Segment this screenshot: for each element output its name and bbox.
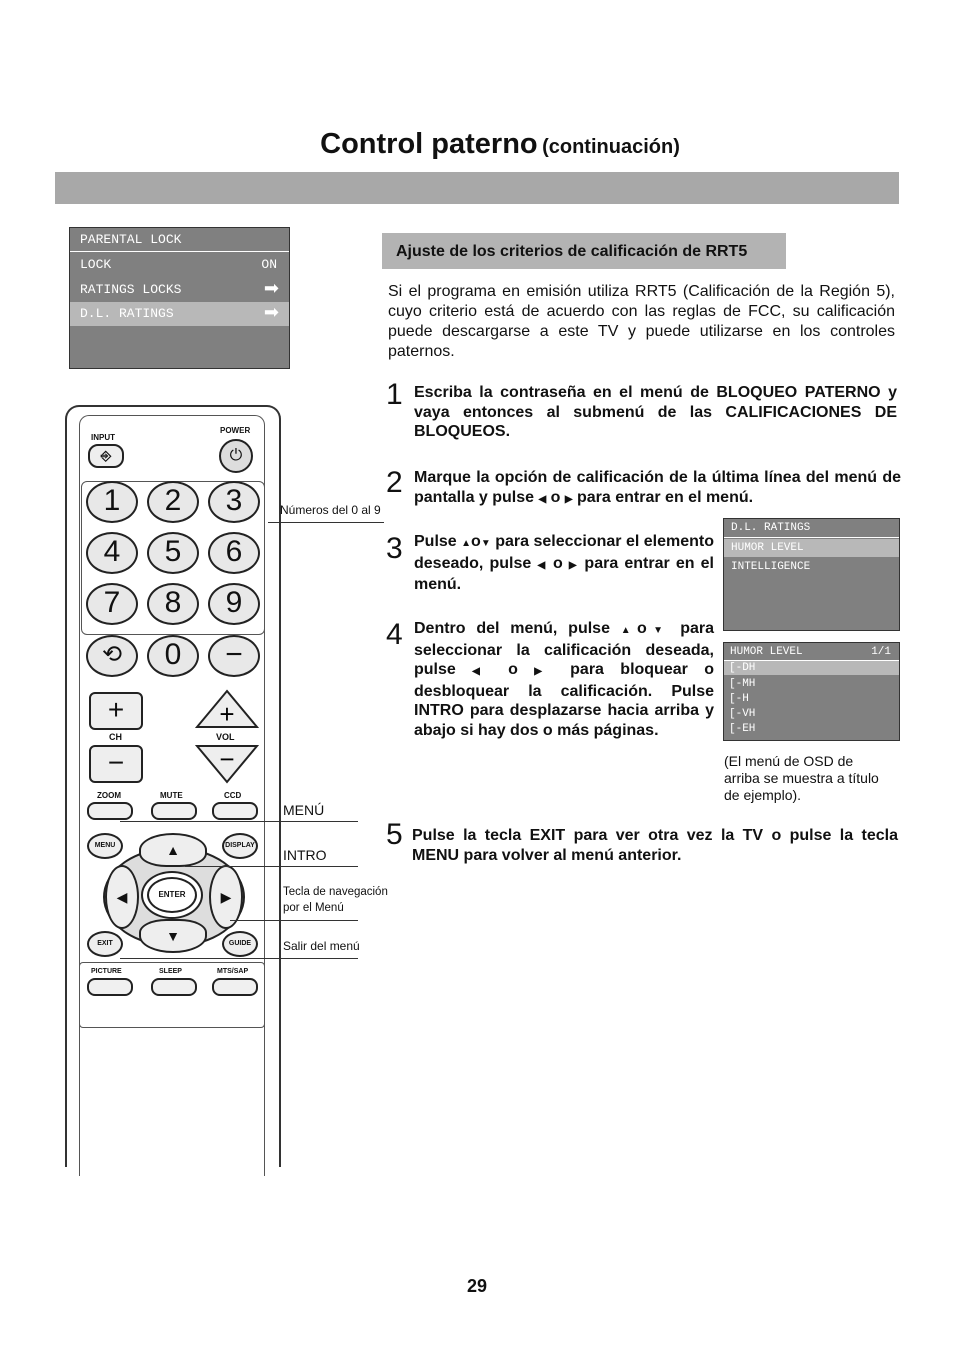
triangle-left-icon: ◀ [116,889,128,905]
callout-line [120,821,358,822]
digit-6-button[interactable]: 6 [208,532,260,574]
callout-menu: MENÚ [283,802,325,818]
title-main: Control paterno [320,128,538,160]
osd-dl-ratings [723,518,900,631]
arrow-right-icon: ➡ [263,304,279,324]
minus-icon: − [107,747,125,778]
triangle-up-icon: ▲ [166,842,180,858]
plus-icon: + [219,699,235,729]
intro-paragraph: Si el programa en emisión utiliza RRT5 (Calificación de la Región 5), cuyo criterio está de acuerdo con las reglas de FCC, su calificación puede descargarse a este TV y puede utilizarse en los controles paternos. [388,283,895,360]
sleep-button[interactable] [151,978,197,996]
exit-button[interactable]: EXIT [87,931,123,957]
callout-nav: Tecla de navegación por el Menú [283,886,388,914]
osd-humor-level: HUMOR LEVEL 1/1 [-DH [-MH [-H [-VH [-EH [723,642,900,741]
callout-numbers: Números del 0 al 9 [280,503,381,517]
digit-2-button[interactable]: 2 [147,481,199,523]
ccd-label: CCD [224,791,242,800]
menu-button[interactable]: MENU [87,833,123,859]
mts-label: MTS/SAP [217,968,249,975]
osd-row: DH [742,662,756,674]
recall-icon: ⟲ [101,641,123,668]
digit-3-button[interactable]: 3 [208,481,260,523]
ch-up-button[interactable] [89,692,143,730]
triangle-down-icon: ▼ [166,928,180,944]
section-heading: Ajuste de los criterios de calificación de RRT5 [382,233,786,269]
step-number: 3 [386,532,403,565]
mute-button[interactable] [151,802,197,820]
arrow-right-icon: ➡ [263,280,279,300]
dash-icon: − [225,638,243,671]
vol-label: VOL [216,732,235,742]
step-text: Pulse ▲o▼ para seleccionar el elemento deseado, pulse ◀ o ▶ para entrar en el menú. [414,533,714,593]
triangle-right-icon: ▶ [564,493,573,505]
step-text: Pulse la tecla EXIT para ver otra vez la TV o pulse la tecla MENU para volver al menú anterior. [412,827,898,864]
plus-icon: + [107,694,125,725]
vol-down-button[interactable] [195,744,259,784]
triangle-right-icon: ▶ [568,559,579,571]
triangle-left-icon: ◀ [472,666,492,677]
vol-up-button[interactable] [195,689,259,729]
mute-label: MUTE [160,791,183,800]
triangle-left-icon: ◀ [537,559,547,571]
enter-label: ENTER [158,890,186,899]
enter-button[interactable] [147,877,197,913]
nav-down-button[interactable] [139,919,207,953]
triangle-left-icon: ◀ [538,493,547,505]
step-text: Escriba la contraseña en el menú de BLOQUEO PATERNO y vaya entonces al submenú de las CALIFICACIONES DE BLOQUEOS. [414,384,897,440]
callout-exit: Salir del menú [283,939,360,953]
guide-button[interactable]: GUIDE [222,931,258,957]
digit-4-button[interactable]: 4 [86,532,138,574]
osd-row: EH [742,723,756,735]
digit-9-button[interactable]: 9 [208,583,260,625]
osd-parental-lock [69,227,290,369]
triangle-up-icon: ▲ [620,625,638,636]
step-number: 2 [386,466,403,499]
triangle-right-icon: ▶ [534,666,554,677]
triangle-down-icon: ▼ [646,625,670,636]
title-sub: (continuación) [542,136,680,158]
step-text: Marque la opción de calificación de la última línea del menú de pantalla y pulse ◀ o ▶ para entrar en el menú. [414,469,901,506]
digit-5-button[interactable]: 5 [147,532,199,574]
osd-title: D.L. RATINGS [731,522,811,534]
ch-down-button[interactable] [89,745,143,783]
step-number: 1 [386,378,403,411]
digit-7-button[interactable]: 7 [86,583,138,625]
triangle-up-icon: ▲ [461,538,472,549]
osd-row: H [742,693,749,705]
nav-left-button[interactable] [105,865,139,929]
sleep-label: SLEEP [159,968,182,975]
ccd-button[interactable] [212,802,258,820]
recall-button[interactable] [86,635,138,677]
osd-row-value: ON [261,257,277,272]
callout-line [185,866,358,867]
osd-row: VH [742,708,756,720]
osd-title: PARENTAL LOCK [80,232,182,247]
minus-icon: − [219,744,235,774]
callout-line [120,958,358,959]
input-label: INPUT [91,433,115,442]
osd-row-label: LOCK [80,257,112,272]
zoom-label: ZOOM [97,791,121,800]
osd-row: INTELLIGENCE [731,561,811,573]
step-number: 4 [386,618,403,651]
nav-up-button[interactable] [139,833,207,867]
step-number: 5 [386,818,403,851]
page-number: 29 [466,1276,488,1296]
power-button[interactable] [219,439,253,473]
triangle-down-icon: ▼ [480,538,491,549]
input-button[interactable] [88,444,124,468]
osd-row: HUMOR LEVEL [731,542,804,554]
power-icon: ⏻ [229,447,243,464]
osd-page: 1/1 [871,646,891,658]
remote-control [65,405,281,1167]
digit-0-button[interactable]: 0 [147,635,199,677]
power-label: POWER [220,426,251,435]
digit-8-button[interactable]: 8 [147,583,199,625]
ch-label: CH [109,732,122,742]
digit-1-button[interactable]: 1 [86,481,138,523]
osd-row: MH [742,678,756,690]
dash-button[interactable] [208,635,260,677]
callout-line [268,522,384,523]
triangle-right-icon: ▶ [220,889,232,905]
osd-title: HUMOR LEVEL [730,646,803,658]
osd-row-label: D.L. RATINGS [80,306,174,321]
step-text: Dentro del menú, pulse ▲o▼ para seleccionar la calificación deseada, pulse ◀ o ▶ para bloquear o desbloquear la calificación. Pulse INTRO para desplazarse hacia arriba y abajo si hay dos o más páginas. [414,620,714,739]
display-button[interactable]: DISPLAY [222,833,258,859]
input-icon: ⎆ [100,448,112,463]
picture-button[interactable] [87,978,133,996]
osd-note: (El menú de OSD de arriba se muestra a título de ejemplo). [724,753,879,803]
mts-sap-button[interactable] [212,978,258,996]
osd-row-label: RATINGS LOCKS [80,282,182,297]
header-bar [55,172,899,204]
callout-intro: INTRO [283,847,327,863]
picture-label: PICTURE [91,968,122,975]
callout-line [230,920,358,921]
page-title [0,128,954,161]
zoom-button[interactable] [87,802,133,820]
